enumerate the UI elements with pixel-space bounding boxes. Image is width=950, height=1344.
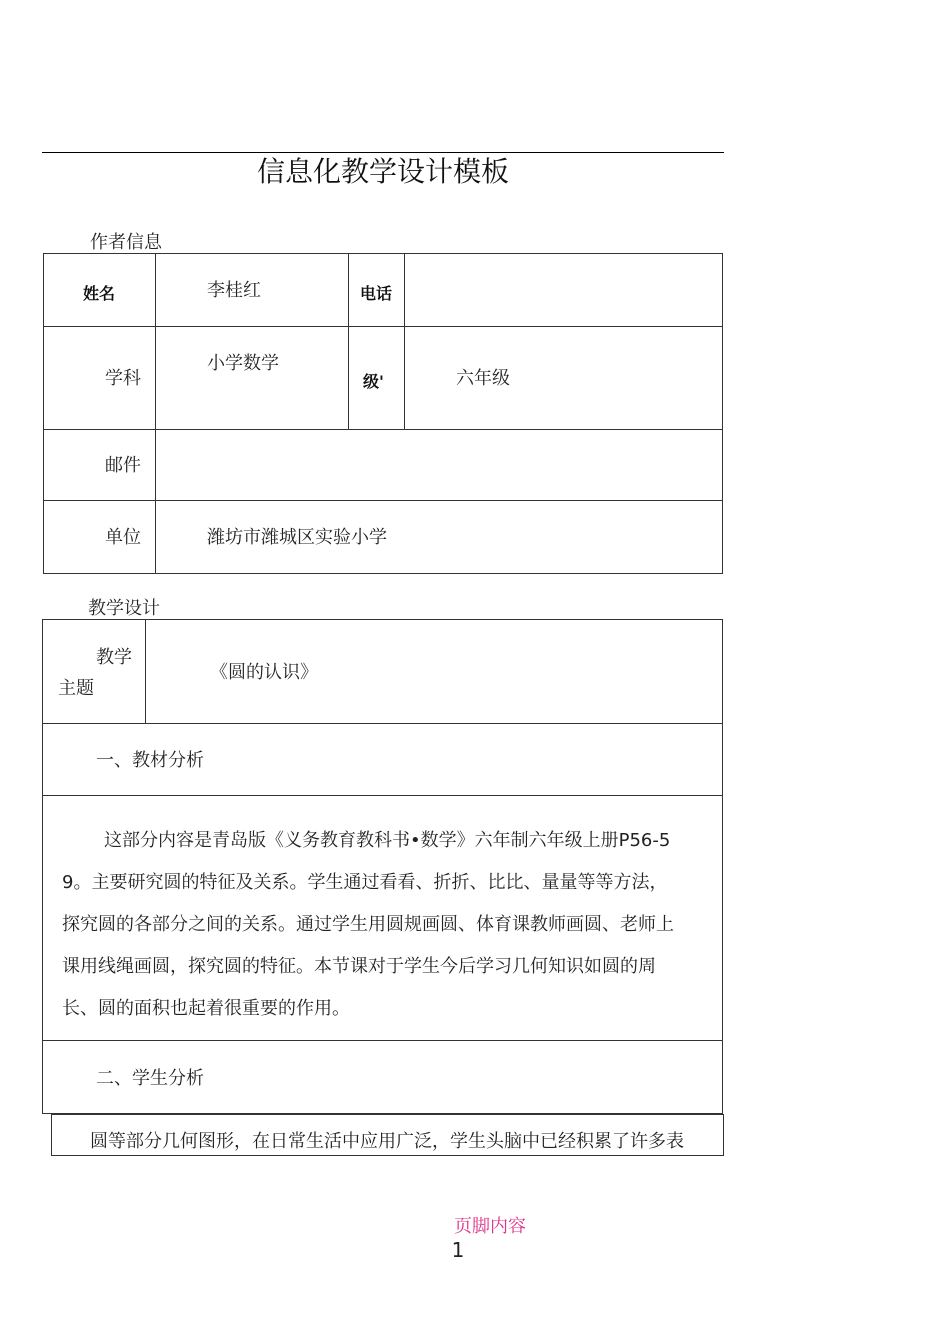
part1-line-3: 探究圆的各部分之间的关系。通过学生用圆规画圆、体育课教师画圆、老师上 (62, 914, 674, 935)
design-section-label: 教学设计 (88, 598, 160, 619)
part1-line-2: 9。主要研究圆的特征及关系。学生通过看看、折折、比比、量量等等方法， (62, 872, 668, 893)
topic-label-line1: 教学 (96, 647, 132, 668)
subject-value: 小学数学 (207, 353, 279, 374)
part1-heading: 一、教材分析 (96, 750, 204, 771)
part2-text: 圆等部分几何图形，在日常生活中应用广泛，学生头脑中已经积累了许多表 (90, 1131, 684, 1152)
page-number: 1 (451, 1238, 465, 1262)
part1-line-1: 这部分内容是青岛版《义务教育教科书•数学》六年制六年级上册P56-5 (104, 830, 671, 851)
unit-label: 单位 (105, 527, 141, 548)
topic-value: 《圆的认识》 (210, 662, 318, 683)
topic-label-line2: 主题 (58, 678, 94, 699)
part1-line-4: 课用线绳画圆，探究圆的特征。本节课对于学生今后学习几何知识如圆的周 (62, 956, 656, 977)
part1-paragraph (62, 820, 722, 1030)
subject-label: 学科 (105, 368, 141, 389)
name-value: 李桂红 (207, 280, 261, 301)
footer-text: 页脚内容 (454, 1216, 526, 1237)
author-section-label: 作者信息 (90, 232, 162, 253)
phone-label: 电话 (360, 284, 393, 303)
grade-label: 级' (363, 372, 384, 391)
name-label: 姓名 (83, 284, 116, 303)
document-title: 信息化教学设计模板 (256, 155, 509, 188)
part1-line-5: 长、圆的面积也起着很重要的作用。 (62, 998, 350, 1019)
email-label: 邮件 (105, 455, 141, 476)
grade-value: 六年级 (456, 368, 510, 389)
unit-value: 潍坊市潍城区实验小学 (207, 527, 387, 548)
part2-heading: 二、学生分析 (96, 1068, 204, 1089)
